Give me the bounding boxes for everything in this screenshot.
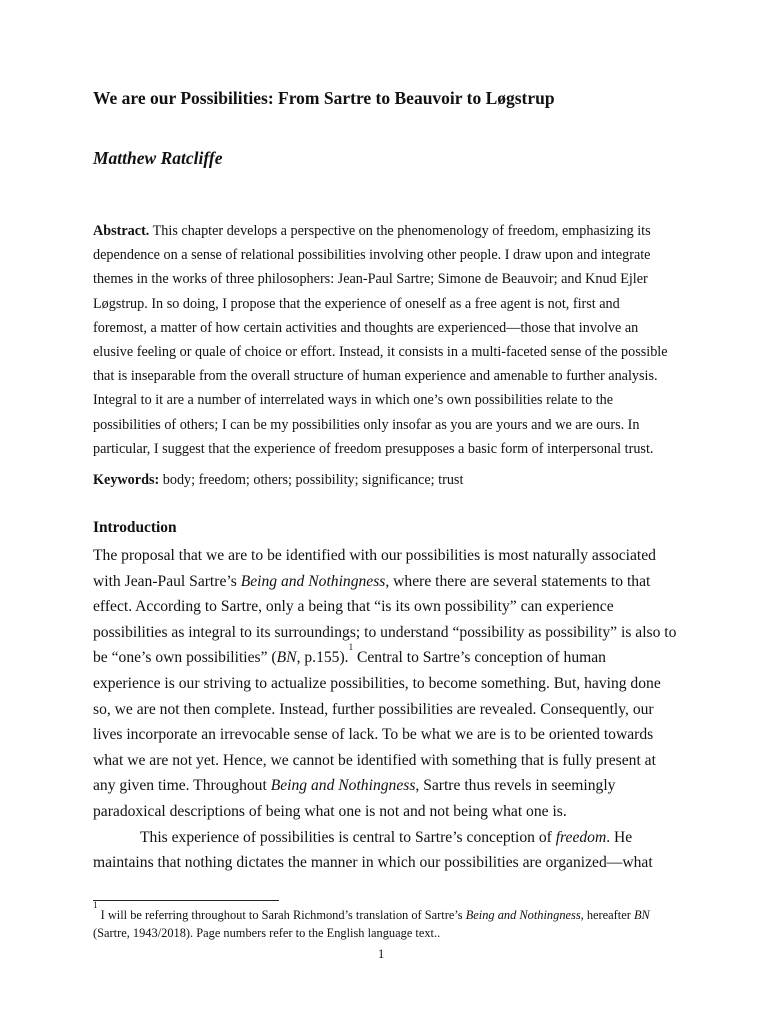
abstract-line: possibilities of others; I can be my possibilities only insofar as you are yours and we are ours. In [93, 416, 640, 433]
author-name: Matthew Ratcliffe [93, 148, 223, 168]
body-line [93, 825, 683, 851]
italic-text: Being and Nothingness [270, 777, 416, 795]
page-number: 1 [378, 947, 385, 961]
keywords [93, 472, 463, 489]
body-text: lives incorporate an irrevocable sense of lack. To be what we are is to be oriented towards [93, 726, 654, 744]
abstract-label: Abstract. [93, 223, 150, 239]
body-text: maintains that nothing dictates the manner in which our possibilities are organized—what [93, 854, 653, 872]
abstract-line [93, 219, 683, 243]
body-text: , where there are several statements to that [385, 572, 651, 590]
body-line [93, 620, 683, 646]
body-line [93, 748, 683, 774]
footnote-line [93, 899, 650, 922]
body-line [93, 543, 683, 569]
body-line [93, 799, 683, 825]
footnote-line: (Sartre, 1943/2018). Page numbers refer to the English language text.. [93, 926, 441, 940]
body-line [93, 594, 683, 620]
body-text: paradoxical descriptions of being what one is not and not being what one is. [93, 802, 567, 820]
body-text: The proposal that we are to be identified with our possibilities is most naturally associated [93, 547, 656, 564]
footnote-marker: 1 [93, 899, 98, 910]
body-line [93, 850, 683, 876]
body-text: . He [606, 828, 633, 846]
footnote [93, 899, 693, 942]
abstract-text: This chapter develops a perspective on the phenomenology of freedom, emphasizing its [149, 223, 651, 239]
keywords-text: body; freedom; others; possibility; significance; trust [159, 472, 464, 488]
paper-title: We are our Possibilities: From Sartre to Beauvoir to Løgstrup [93, 88, 555, 108]
abstract-line: dependence on a sense of relational possibilities involving other people. I draw upon and integrate [93, 247, 651, 264]
abstract-line: Integral to it are a number of interrelated ways in which one’s own possibilities relate to the [93, 392, 614, 409]
body-line [93, 569, 683, 595]
body-line [93, 642, 683, 671]
body-line [93, 697, 683, 723]
footnote-italic: BN [633, 908, 650, 922]
italic-text: Being and Nothingness [240, 572, 386, 590]
abstract-line: foremost, a matter of how certain activities and thoughts are experienced—those that involve an [93, 319, 639, 336]
body-line [93, 722, 683, 748]
body-text: Central to Sartre’s conception of human [353, 649, 606, 667]
footnote-text: I will be referring throughout to Sarah Richmond’s translation of Sartre’s [97, 908, 466, 922]
abstract-line: Løgstrup. In so doing, I propose that the experience of oneself as a free agent is not, first and [93, 295, 620, 312]
body-text: This experience of possibilities is central to Sartre’s conception of [140, 828, 556, 846]
section-heading-introduction: Introduction [93, 519, 177, 536]
body-text: with Jean-Paul Sartre’s [93, 572, 241, 590]
introduction-body [93, 543, 683, 876]
abstract-line: that is inseparable from the overall structure of human experience and amenable to further analysis. [93, 368, 658, 385]
abstract-line: particular, I suggest that the experience of freedom presupposes a basic form of interpersonal trust. [93, 440, 654, 457]
footnote-divider [93, 900, 279, 901]
body-text: , p.155). [296, 649, 349, 667]
body-text: be “one’s own possibilities” ( [93, 649, 277, 667]
footnote-reference: 1 [348, 642, 354, 653]
body-line [93, 671, 683, 697]
italic-text: freedom [555, 828, 607, 846]
body-text: any given time. Throughout [93, 777, 271, 795]
abstract-line: themes in the works of three philosophers: Jean-Paul Sartre; Simone de Beauvoir; and Knud Ejler [93, 271, 648, 288]
body-text: possibilities as integral to its surroundings; to understand “possibility as possibility” is also to [93, 623, 677, 641]
footnote-text: , hereafter [580, 908, 634, 922]
body-text: what we are not yet. Hence, we cannot be identified with something that is fully present at [93, 751, 656, 769]
abstract-line: elusive feeling or quale of choice or effort. Instead, it consists in a multi-faceted sense of the possible [93, 344, 668, 361]
italic-text: BN [276, 649, 297, 667]
abstract-paragraph [93, 219, 683, 461]
body-text: experience is our striving to actualize possibilities, to become something. But, having done [93, 674, 661, 692]
keywords-label: Keywords: [93, 472, 160, 488]
body-text: , Sartre thus revels in seemingly [415, 777, 616, 795]
body-text: effect. According to Sartre, only a being that “is its own possibility” can experience [93, 598, 614, 616]
body-text: so, we are not then complete. Instead, further possibilities are revealed. Consequently, our [93, 700, 654, 718]
footnote-italic: Being and Nothingness [465, 908, 581, 922]
body-line [93, 773, 683, 799]
